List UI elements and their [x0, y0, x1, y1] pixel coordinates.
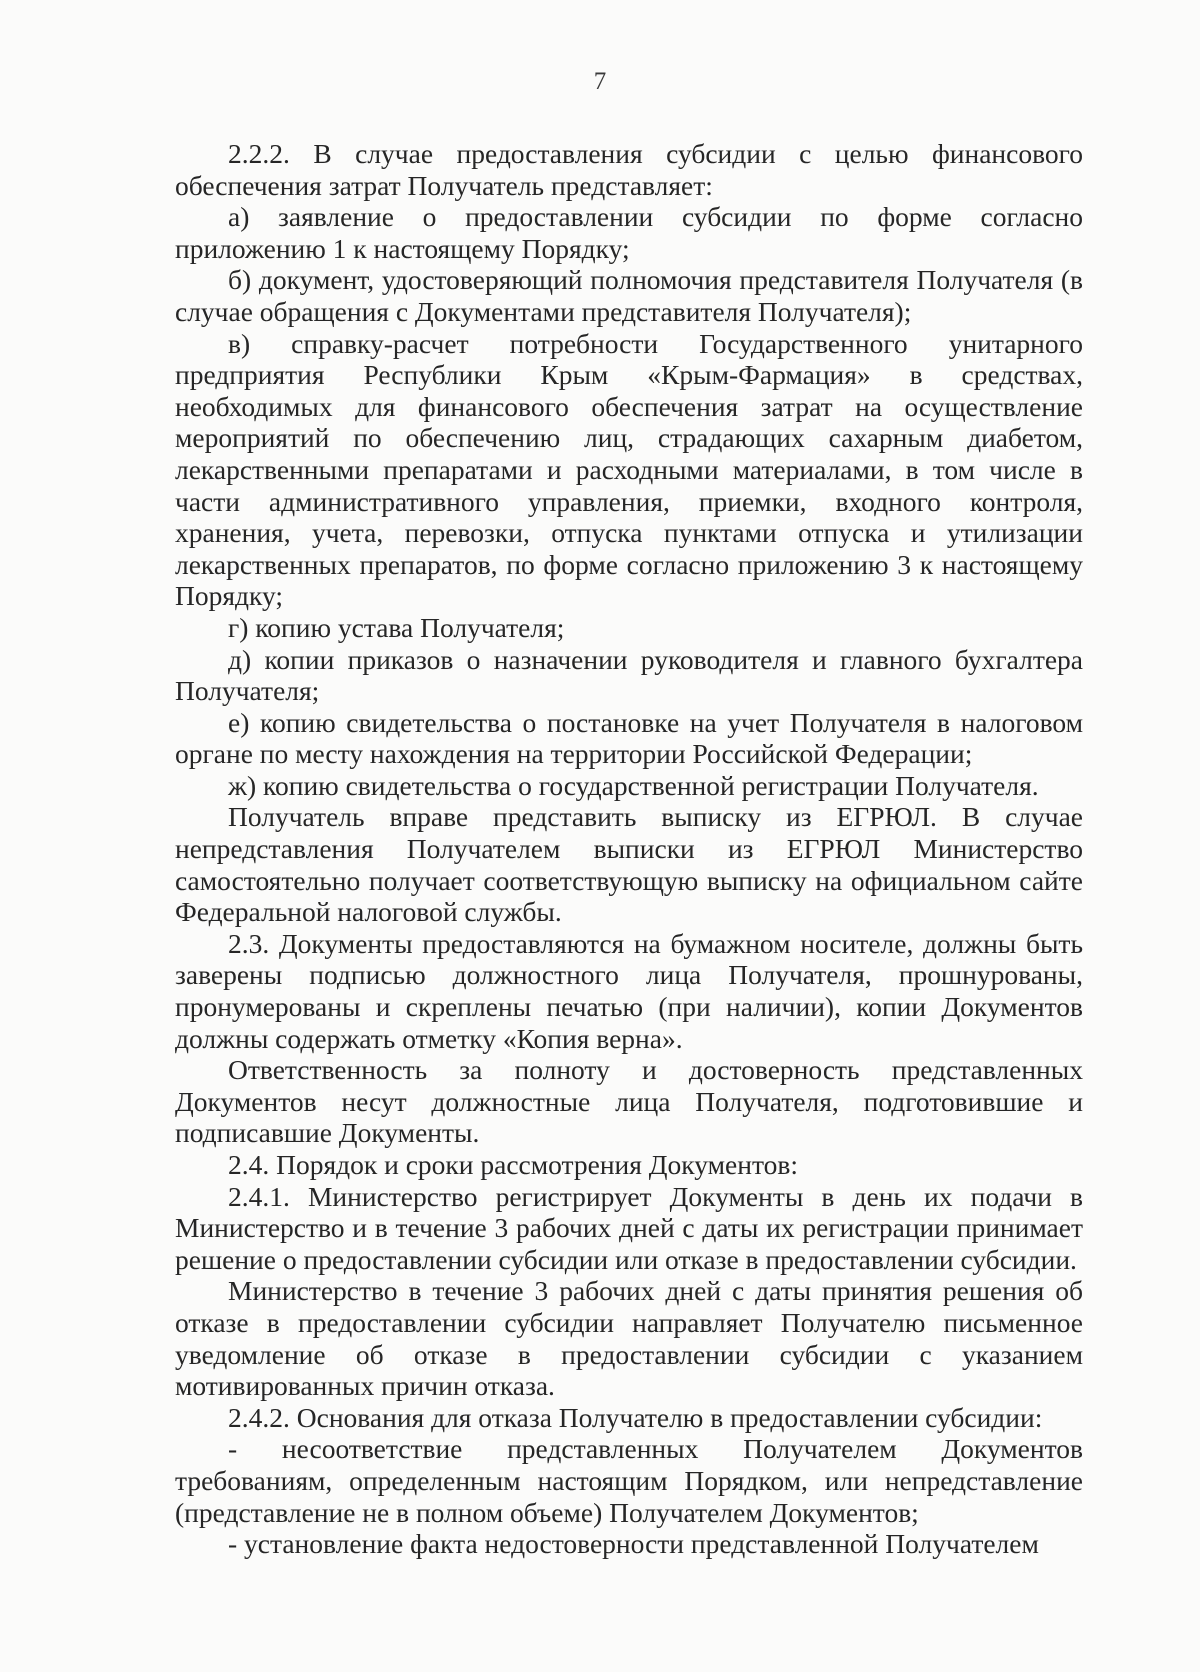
- paragraph-refusal-notice: Министерство в течение 3 рабочих дней с даты принятия решения об отказе в предоставлении субсидии направляет Получателю письменное уведомление об отказе в предоставлении субсидии с указанием мотивированных причин отказа.: [175, 1275, 1083, 1402]
- paragraph-egrul: Получатель вправе представить выписку из ЕГРЮЛ. В случае непредставления Получателем выписки из ЕГРЮЛ Министерство самостоятельно получает соответствующую выписку на официальном сайте Федеральной налоговой службы.: [175, 801, 1083, 928]
- document-body: [175, 138, 1083, 1560]
- paragraph-item-a: а) заявление о предоставлении субсидии по форме согласно приложению 1 к настоящему Порядку;: [175, 201, 1083, 264]
- paragraph-reason-2: - установление факта недостоверности представленной Получателем: [228, 1528, 1039, 1560]
- paragraph-2-3: 2.3. Документы предоставляются на бумажном носителе, должны быть заверены подписью должностного лица Получателя, прошнурованы, пронумерованы и скреплены печатью (при наличии), копии Документов должны содержать отметку «Копия верна».: [175, 927, 1083, 1054]
- paragraph-item-d: д) копии приказов о назначении руководителя и главного бухгалтера Получателя;: [175, 643, 1083, 707]
- paragraph-2-4: 2.4. Порядок и сроки рассмотрения Документов:: [228, 1149, 799, 1180]
- paragraph-item-v: в) справку-расчет потребности Государственного унитарного предприятия Республики Крым «Крым-Фармация» в средствах, необходимых для финансового обеспечения затрат на осуществление мероприятий по обеспечению лиц, страдающих сахарным диабетом, лекарственными препаратами и расходными материалами, в том числе в части административного управления, приемки, входного контроля, хранения, учета, перевозки, отпуска пунктами отпуска и утилизации лекарственных препаратов, по форме согласно приложению 3 к настоящему Порядку;: [175, 327, 1083, 612]
- paragraph-item-g: г) копию устава Получателя;: [228, 611, 565, 643]
- paragraph-2-2-2: 2.2.2. В случае предоставления субсидии с целью финансового обеспечения затрат Получатель представляет:: [175, 138, 1083, 201]
- paragraph-item-e: е) копию свидетельства о постановке на учет Получателя в налоговом органе по месту нахождения на территории Российской Федерации;: [175, 706, 1083, 770]
- paragraph-item-b: б) документ, удостоверяющий полномочия представителя Получателя (в случае обращения с Документами представителя Получателя);: [175, 264, 1083, 327]
- paragraph-item-zh: ж) копию свидетельства о государственной регистрации Получателя.: [228, 769, 1039, 801]
- paragraph-responsibility: Ответственность за полноту и достоверность представленных Документов несут должностные лица Получателя, подготовившие и подписавшие Документы.: [175, 1054, 1083, 1149]
- page-number: 7: [593, 68, 607, 95]
- paragraph-reason-1: - несоответствие представленных Получателем Документов требованиям, определенным настоящим Порядком, или непредставление (представление не в полном объеме) Получателем Документов;: [175, 1433, 1083, 1528]
- paragraph-2-4-1: 2.4.1. Министерство регистрирует Документы в день их подачи в Министерство и в течение 3 рабочих дней с даты их регистрации принимает решение о предоставлении субсидии или отказе в предоставлении субсидии.: [175, 1180, 1083, 1275]
- paragraph-2-4-2: 2.4.2. Основания для отказа Получателю в предоставлении субсидии:: [228, 1401, 1043, 1433]
